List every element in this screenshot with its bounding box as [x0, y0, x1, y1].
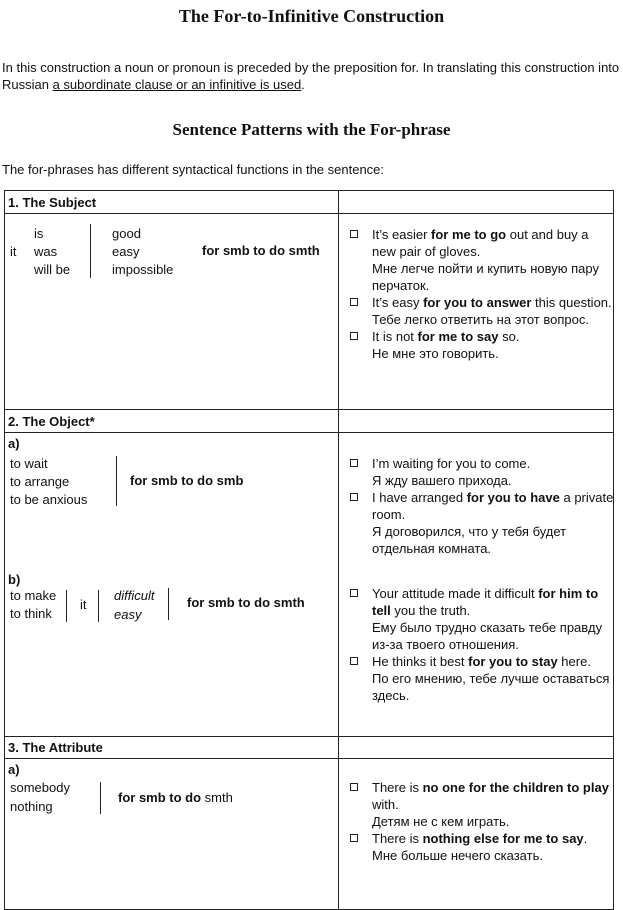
example-text: It’s easy: [372, 295, 424, 310]
example-text: so.: [498, 329, 520, 344]
object-b-it: it: [80, 597, 87, 612]
object-heading: 2. The Object*: [8, 414, 95, 429]
example-translation: Я договорился, что у тебя будет отдельная комната.: [372, 524, 567, 556]
example-bold: for me to go: [431, 227, 507, 242]
subject-verb: will be: [34, 262, 71, 277]
example-bold: for you to answer: [423, 295, 532, 310]
example-item: [350, 585, 615, 619]
subject-adjective: easy: [112, 244, 140, 259]
example-bold: for you to have: [466, 490, 560, 505]
object-verb: to arrange: [10, 474, 70, 489]
object-b-formula: for smb to do smth: [187, 595, 305, 610]
subject-adjective: good: [112, 226, 141, 241]
object-a-formula: for smb to do smb: [130, 473, 244, 488]
example-translation: Мне легче пойти и купить новую пару перчаток.: [372, 261, 599, 293]
subject-formula: for smb to do smth: [202, 243, 320, 258]
object-verb: to wait: [10, 456, 48, 471]
example-text: He thinks it best: [372, 654, 469, 669]
subject-adjective: impossible: [112, 262, 174, 277]
example-text: .: [583, 831, 588, 846]
row-divider: [4, 736, 614, 737]
example-translation: По его мнению, тебе лучше оставаться здесь.: [372, 671, 610, 703]
checkbox-icon: [350, 589, 358, 597]
intro-end: .: [301, 77, 305, 92]
object-b-adjective: difficult: [114, 588, 155, 603]
attribute-formula: [118, 790, 233, 805]
intro-paragraph: [2, 59, 622, 93]
lead-text: The for-phrases has different syntactical functions in the sentence:: [2, 162, 385, 177]
checkbox-icon: [350, 834, 358, 842]
intro-text: In this construction a noun or pronoun is preceded by the preposition for. In translating this construction into Russian: [2, 60, 620, 92]
attribute-heading: 3. The Attribute: [8, 740, 103, 755]
bracket-line: [98, 590, 99, 622]
example-translation: Мне больше нечего сказать.: [372, 848, 543, 863]
bracket-line: [100, 782, 101, 814]
subject-examples: [350, 226, 615, 362]
example-text: you the truth.: [390, 603, 471, 618]
row-divider: [4, 409, 614, 410]
example-item: [350, 294, 615, 311]
example-item: [350, 779, 615, 813]
example-bold: for him to tell: [372, 586, 599, 618]
object-verb: to think: [10, 606, 52, 621]
example-text: out and buy a new pair of gloves.: [372, 227, 589, 259]
example-bold: for you to stay: [468, 654, 558, 669]
example-bold: no one for the children to play: [422, 780, 609, 795]
checkbox-icon: [350, 657, 358, 665]
subject-verb: was: [34, 244, 58, 259]
object-b-label: b): [8, 572, 21, 587]
row-divider: [4, 758, 614, 759]
example-text: It’s easier: [372, 227, 432, 242]
object-a-examples: [350, 455, 615, 557]
object-verb: to make: [10, 588, 57, 603]
example-text: There is: [372, 831, 423, 846]
column-divider: [338, 190, 339, 910]
example-translation: Детям не с кем играть.: [372, 814, 510, 829]
example-text: I have arranged: [372, 490, 467, 505]
bracket-line: [66, 590, 67, 622]
checkbox-icon: [350, 783, 358, 791]
row-divider: [4, 432, 614, 433]
example-text: There is: [372, 780, 423, 795]
subject-it: it: [10, 244, 17, 259]
checkbox-icon: [350, 493, 358, 501]
example-item: [350, 455, 615, 472]
checkbox-icon: [350, 298, 358, 306]
attribute-formula-rest: smth: [201, 790, 233, 805]
subject-heading: 1. The Subject: [8, 195, 97, 210]
attribute-word: nothing: [10, 799, 53, 814]
checkbox-icon: [350, 332, 358, 340]
attribute-a-label: a): [8, 762, 20, 777]
bracket-line: [168, 588, 169, 620]
section-subtitle: Sentence Patterns with the For-phrase: [172, 120, 451, 139]
attribute-word: somebody: [10, 780, 70, 795]
attribute-formula-bold: for smb to do: [118, 790, 202, 805]
example-bold: for me to say: [417, 329, 499, 344]
example-item: [350, 226, 615, 260]
attribute-examples: [350, 779, 615, 864]
example-text: a private room.: [372, 490, 614, 522]
example-text: here.: [557, 654, 591, 669]
object-b-examples: [350, 585, 615, 704]
row-divider: [4, 213, 614, 214]
bracket-line: [116, 456, 117, 506]
example-translation: Не мне это говорить.: [372, 346, 499, 361]
object-a-label: a): [8, 436, 20, 451]
page-title: The For-to-Infinitive Construction: [178, 6, 445, 26]
example-translation: Тебе легко ответить на этот вопрос.: [372, 312, 589, 327]
example-text: It is not: [372, 329, 418, 344]
checkbox-icon: [350, 230, 358, 238]
example-text: I’m waiting for you to come.: [372, 456, 531, 471]
checkbox-icon: [350, 459, 358, 467]
example-translation: Ему было трудно сказать тебе правду из-за твоего отношения.: [372, 620, 603, 652]
example-bold: nothing else for me to say: [422, 831, 584, 846]
object-verb: to be anxious: [10, 492, 88, 507]
example-translation: Я жду вашего прихода.: [372, 473, 512, 488]
example-item: [350, 328, 615, 345]
example-item: [350, 489, 615, 523]
object-b-adjective: easy: [114, 607, 142, 622]
bracket-line: [90, 224, 91, 278]
example-item: [350, 830, 615, 847]
intro-underlined: a subordinate clause or an infinitive is used: [52, 77, 302, 92]
example-item: [350, 653, 615, 670]
example-text: with.: [372, 797, 399, 812]
subject-verb: is: [34, 226, 44, 241]
example-text: Your attitude made it difficult: [372, 586, 539, 601]
example-text: this question.: [531, 295, 612, 310]
